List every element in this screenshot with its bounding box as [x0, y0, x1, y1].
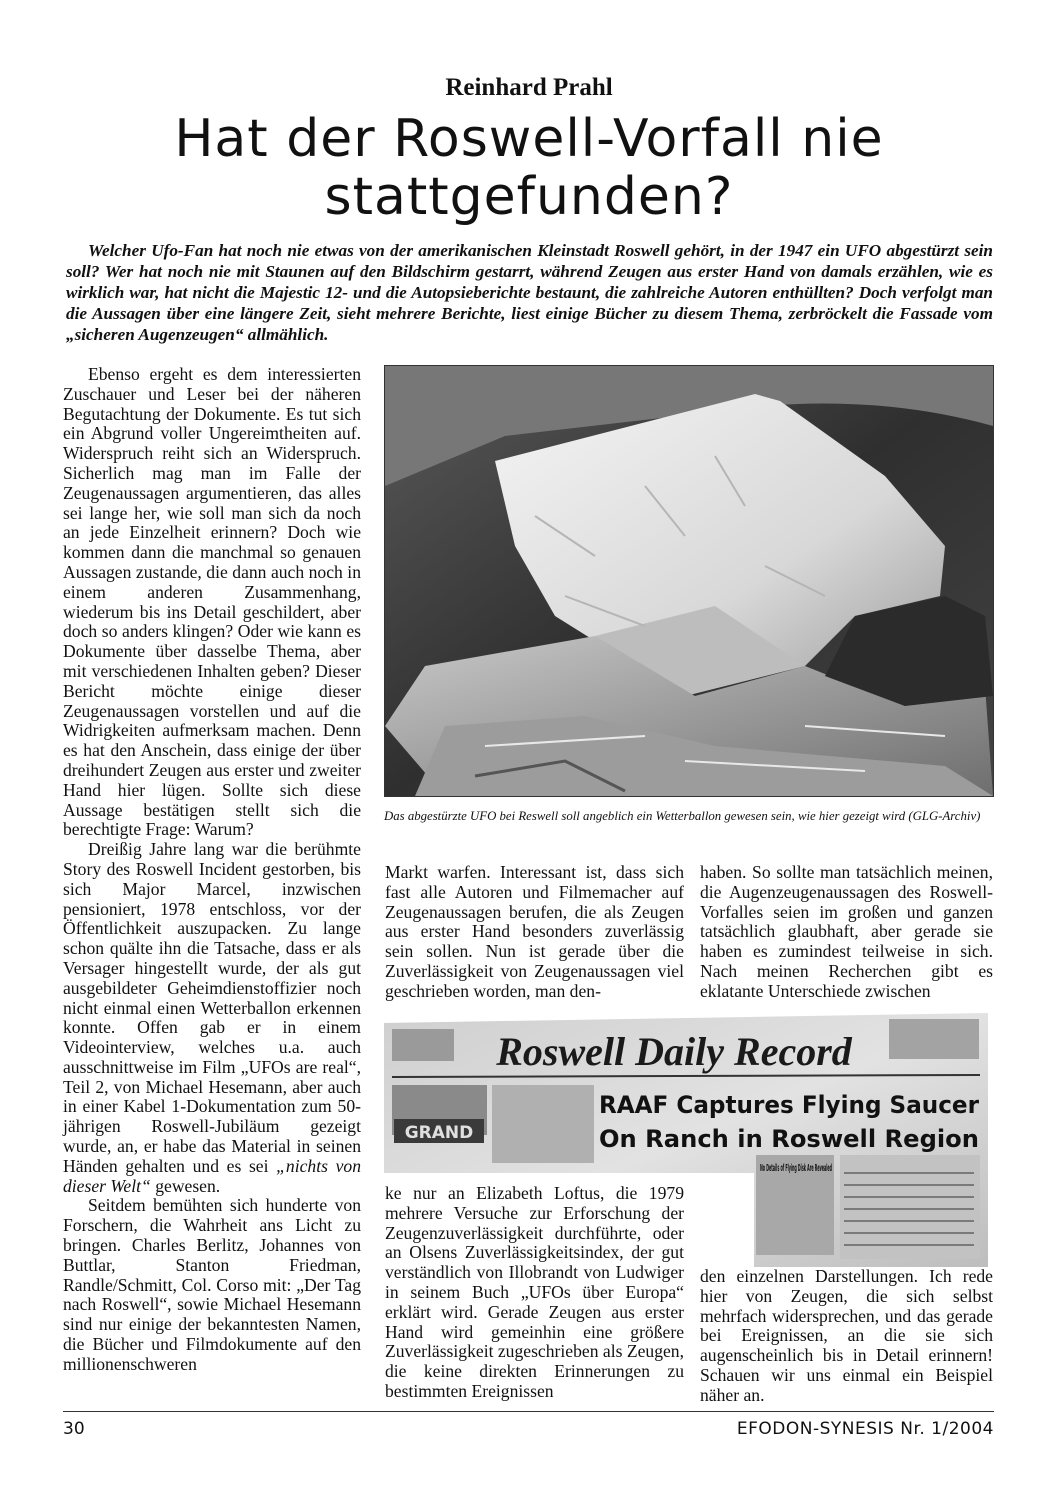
paragraph-5: haben. So sollte man tatsächlich meinen, die Augenzeugenaussagen des Roswell-Vorfalles seien im großen und ganzen tatsächlich glaubhaft, aber gerade sie haben es zumindest teilweise in sich. Nach meinen Recherchen gibt es eklatante Unterschiede zwischen [700, 862, 993, 1001]
footer-rule [63, 1411, 994, 1412]
paragraph-3: Seitdem bemühten sich hunderte von Forschern, die Wahrheit ans Licht zu bringen. Charles Berlitz, Johannes von Buttlar, Stanton Friedman, Randle/Schmitt, Col. Corso mit: „Der Tag nach Roswell“, sowie Michael Hesemann sind nur einige der bekanntesten Namen, die Bücher und Filmdokumente auf den millionenschweren [63, 1195, 361, 1374]
column-right-top [700, 863, 993, 1002]
paragraph-1: Ebenso ergeht es dem interessierten Zuschauer und Leser bei der näheren Begutachtung der Dokumente. Es tut sich ein Abgrund voller Ungereimtheiten auf. Widerspruch reiht sich an Widerspruch. Sicherlich mag man im Falle der Zeugenaussagen argumentieren, das alles sei lange her, wie soll man sich da noch an jede Einzelheit erinnern? Doch wie kommen dann die manchmal so genauen Aussagen zustande, die dann auch noch in einem anderen Zusammenhang, wiederum bis ins Detail geschildert, aber doch so anders klingen? Oder wie kann es Dokumente über dasselbe Thema, aber mit verschiedenen Inhalten geben? Dieser Bericht möchte einige dieser Zeugenaussagen vorstellen und auf die Widrigkeiten aufmerksam machen. Denn es hat den Anschein, dass einige der über dreihundert Zeugen aus erster und zweiter Hand hier lügen. Sollte sich diese Aussage bestätigen stellt sich die berechtigte Frage: Warum? [63, 364, 361, 840]
article-title: Hat der Roswell-Vorfall nie stattgefunden? [174, 109, 884, 227]
paragraph-7: den einzelnen Darstellungen. Ich rede hier von Zeugen, die sich selbst mehrfach widersprechen, und das gerade bei Ereignissen, an die sie sich augenscheinlich bis in Detail erinnern! Schauen wir uns einmal ein Beispiel näher an. [700, 1266, 993, 1405]
paragraph-2-end: gewesen. [150, 1175, 221, 1196]
column-right-bottom [700, 1267, 993, 1406]
subhead-text: No Details of Flying Disk Are Revealed [760, 1163, 832, 1174]
photo-graphic [385, 366, 993, 796]
lead-paragraph: Welcher Ufo-Fan hat noch nie etwas von der amerikanischen Kleinstadt Roswell gehört, in der 1947 ein UFO abgestürzt sein soll? Wer hat noch nie mit Staunen auf den Bildschirm gestarrt, während Zeugen aus erster Hand von damals erzählen, wie es wirklich war, hat nicht die Majestic 12- und die Autopsieberichte bestaunt, die zahlreiche Autoren enthüllten? Doch verfolgt man die Aussagen über eine längere Zeit, sieht mehrere Berichte, liest einige Bücher zu diesem Thema, zerbröckelt die Fassade vom „sicheren Augenzeugen“ allmählich. [66, 241, 993, 344]
photo-caption: Das abgestürzte UFO bei Reswell soll angeblich ein Wetterballon gewesen sein, wie hier gezeigt wird (GLG-Archiv) [384, 809, 981, 823]
journal-name: EFODON-SYNESIS Nr. 1/2004 [736, 1419, 994, 1439]
column-left [63, 365, 361, 1375]
page-number: 30 [63, 1419, 85, 1439]
author-name: Reinhard Prahl [445, 74, 613, 101]
headline-line-1: RAAF Captures Flying Saucer [599, 1091, 980, 1119]
paragraph-6: ke nur an Elizabeth Loftus, die 1979 mehrere Versuche zur Erforschung der Zeugenzuverlässigkeit durchführte, oder an Olsens Zuverlässigkeitsindex, der gut verständlich von Illobrandt von Ludwiger in seinem Buch „UFOs über Europa“ erklärt wird. Gerade Zeugen aus erster Hand wird gemeinhin eine größere Zuverlässigkeit zugeschrieben als Zeugen, die keine direkten Erinnerungen zu bestimmten Ereignissen [385, 1183, 684, 1401]
paragraph-2-quote: „nichts von dieser Welt“ [63, 1155, 361, 1196]
column-middle-top [385, 863, 684, 1002]
column-middle-bottom [385, 1184, 684, 1402]
paragraph-2-text: Dreißig Jahre lang war die berühmte Story des Roswell Incident gestorben, bis sich Major Marcel, inzwischen pensioniert, 1978 entschloss, vor der Öffentlichkeit auszupacken. Zu lange schon quälte ihn die Tatsache, dass er als Versager hingestellt wurde, der als gut ausgebildeter Geheimdienstoffizier noch nicht einmal einen Wetterballon erkennen konnte. Offen gab er in einem Videointerview, welches u.a. auch ausschnittweise im Film „UFOs are real“, Teil 2, von Michael Hesemann, aber auch in einer Kabel 1-Dokumentation zum 50-jährigen Roswell-Jubiläum gezeigt wurde, an, er habe das Material in seinen Händen gehalten und es sei [63, 839, 361, 1176]
paragraph-4: Markt warfen. Interessant ist, dass sich fast alle Autoren und Filmemacher auf Zeugenaussagen berufen, die als Zeugen aus erster Hand besonders zuverlässig sein sollen. Nun ist gerade über die Zuverlässigkeit von Zeugenaussagen viel geschrieben worden, man den- [385, 862, 684, 1001]
paragraph-2 [63, 840, 361, 1196]
headline-line-2: On Ranch in Roswell Region [599, 1125, 979, 1153]
masthead-text: Roswell Daily Record [496, 1029, 852, 1074]
balloon-debris-photo [384, 365, 994, 797]
grand-box-text: GRAND [404, 1123, 474, 1143]
